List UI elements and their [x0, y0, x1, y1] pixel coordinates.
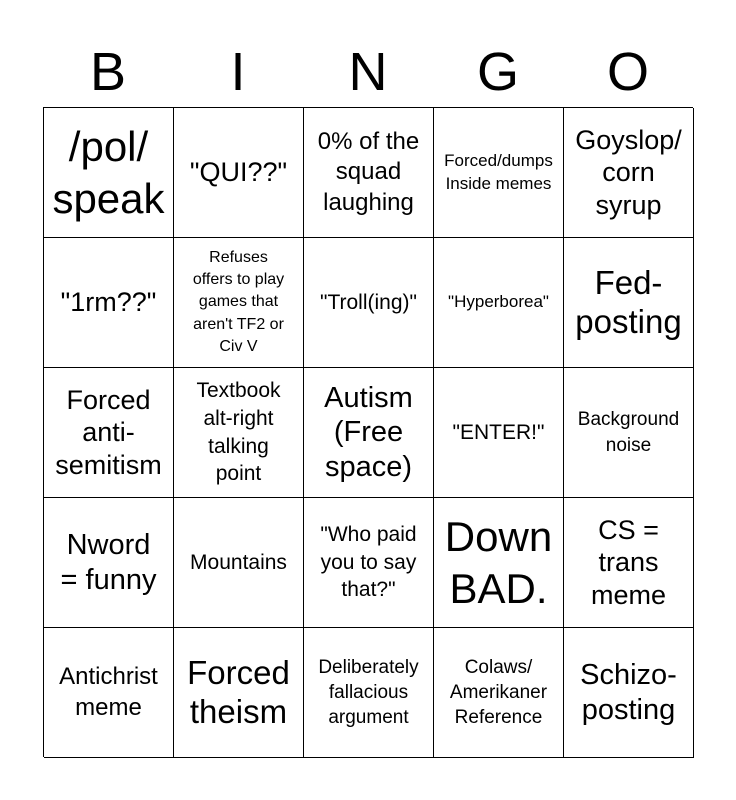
cell-text: Fed- posting: [575, 263, 682, 340]
cell-text: Schizo- posting: [580, 659, 677, 726]
bingo-cell[interactable]: [564, 108, 694, 238]
cell-text: Autism (Free space): [324, 382, 413, 483]
bingo-cell[interactable]: [434, 108, 564, 238]
bingo-cell[interactable]: [564, 498, 694, 628]
bingo-cell[interactable]: [434, 368, 564, 498]
cell-text: "QUI??": [189, 157, 288, 188]
cell-text: Colaws/ Amerikaner Reference: [449, 656, 548, 729]
bingo-cell[interactable]: [434, 498, 564, 628]
bingo-cell[interactable]: [44, 628, 174, 758]
bingo-cell[interactable]: [564, 368, 694, 498]
bingo-cell[interactable]: [434, 628, 564, 758]
bingo-cell[interactable]: [174, 498, 304, 628]
bingo-cell[interactable]: [434, 238, 564, 368]
cell-text: "1rm??": [60, 287, 157, 318]
bingo-cell[interactable]: [564, 628, 694, 758]
cell-text: Down BAD.: [444, 513, 553, 612]
cell-text: Refuses offers to play games that aren't TF2 or Civ V: [192, 249, 285, 355]
header-letter-n: N: [348, 42, 388, 102]
bingo-cell[interactable]: [304, 498, 434, 628]
cell-text: Deliberately fallacious argument: [318, 656, 419, 729]
bingo-board: [43, 107, 693, 757]
cell-text: Forced anti- semitism: [55, 384, 162, 480]
bingo-cell[interactable]: [44, 368, 174, 498]
header-letter-b: B: [89, 42, 127, 102]
cell-text: /pol/ speak: [52, 123, 165, 222]
cell-text: "Who paid you to say that?": [320, 522, 417, 602]
cell-text: CS = trans meme: [590, 514, 666, 610]
cell-text: "ENTER!": [452, 420, 545, 444]
cell-text: "Hyperborea": [448, 292, 549, 312]
cell-text: Background noise: [577, 409, 680, 456]
bingo-cell[interactable]: [174, 628, 304, 758]
bingo-cell[interactable]: [174, 368, 304, 498]
bingo-cell[interactable]: [174, 238, 304, 368]
cell-text: Forced/dumps Inside memes: [444, 151, 553, 193]
header-letter-g: G: [476, 42, 519, 102]
bingo-cell[interactable]: [304, 628, 434, 758]
cell-text: Mountains: [190, 550, 287, 574]
cell-text: Goyslop/ corn syrup: [575, 124, 682, 220]
header-letter-o: O: [606, 42, 649, 102]
bingo-cell[interactable]: [304, 238, 434, 368]
cell-text: 0% of the squad laughing: [317, 128, 420, 216]
bingo-cell[interactable]: [564, 238, 694, 368]
bingo-cell[interactable]: [174, 108, 304, 238]
cell-text: Nword = funny: [60, 529, 157, 596]
cell-text: Textbook alt-right talking point: [196, 379, 281, 486]
header-letter-i: I: [230, 42, 246, 102]
cell-text: Antichrist meme: [59, 663, 158, 721]
bingo-cell[interactable]: [304, 108, 434, 238]
cell-text: "Troll(ing)": [320, 290, 417, 314]
bingo-header: [43, 38, 693, 108]
bingo-cell[interactable]: [304, 368, 434, 498]
bingo-cell[interactable]: [44, 238, 174, 368]
bingo-cell[interactable]: [44, 108, 174, 238]
bingo-cell[interactable]: [44, 498, 174, 628]
cell-text: Forced theism: [187, 653, 290, 730]
